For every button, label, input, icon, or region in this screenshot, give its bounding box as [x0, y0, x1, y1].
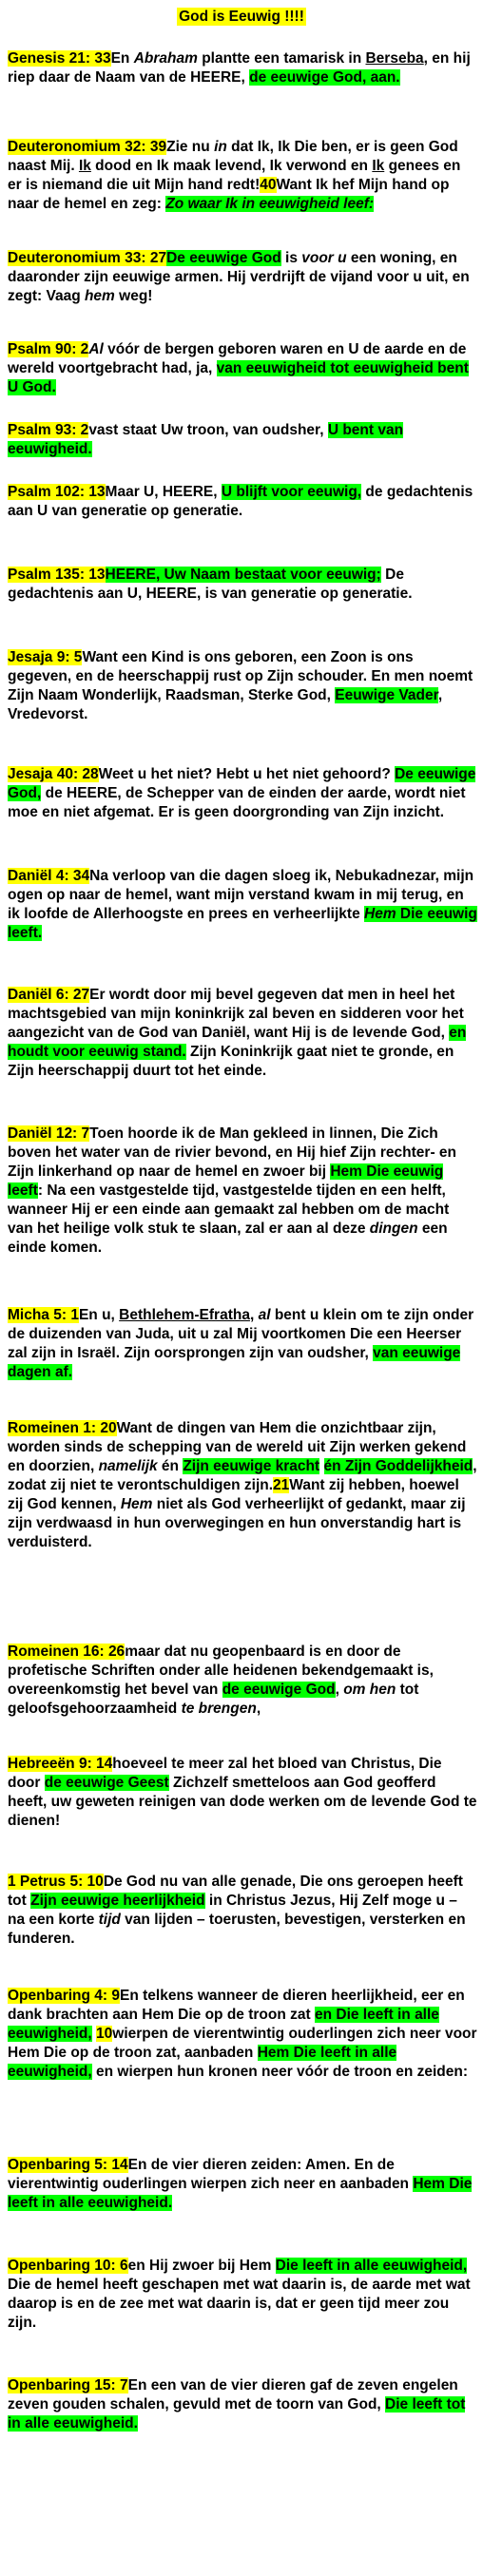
- verse-text: in: [214, 139, 227, 155]
- verse-text: Ik: [78, 158, 91, 174]
- highlighted-phrase: én Zijn Goddelijkheid: [323, 1458, 473, 1474]
- verse-text: bent u klein om te zijn onder de duizenden van Juda, uit u zal Mij voortkomen Die een Heerser zal zijn in Israël. Zijn oorsprongen zijn van oudsher,: [8, 1307, 474, 1361]
- verse-entry: [8, 1643, 477, 1719]
- verse-text: hem: [84, 288, 115, 304]
- verse-text: namelijk: [98, 1458, 158, 1474]
- highlighted-phrase: U blijft voor eeuwig,: [221, 484, 362, 500]
- verse-text: Abraham: [133, 50, 198, 67]
- verse-text: En de vier dieren zeiden: Amen. En de vierentwintig ouderlingen wierpen zich neer en aanbaden: [8, 2157, 414, 2192]
- verse-reference: Daniël 4: 34: [8, 868, 90, 884]
- verse-text: voor u: [301, 250, 347, 266]
- highlighted-phrase: De eeuwige God,: [8, 766, 476, 801]
- verse-reference: Daniël 12: 7: [8, 1125, 90, 1142]
- verse-reference: Deuteronomium 32: 39: [8, 139, 167, 155]
- verse-text: dat Ik, Ik Die ben, er is geen God naast Mij.: [8, 139, 458, 174]
- verse-text: Want zij hebben, hoewel zij God kennen,: [8, 1477, 459, 1512]
- verse-entry: [8, 138, 477, 214]
- verse-text: wierpen de vierentwintig ouderlingen zich neer voor Hem Die op de troon zat, aanbaden: [8, 2026, 477, 2061]
- highlighted-phrase: Die leeft in alle eeuwigheid,: [275, 2258, 468, 2274]
- verse-reference: 40: [260, 177, 277, 193]
- highlighted-phrase: Hem: [364, 906, 396, 922]
- verse-reference: Openbaring 5: 14: [8, 2157, 128, 2173]
- verse-reference: Psalm 90: 2: [8, 341, 89, 357]
- verse-text: en wierpen hun kronen neer vóór de troon en zeiden:: [91, 2064, 469, 2080]
- highlighted-phrase: Hem Die eeuwig leeft: [8, 1163, 444, 1199]
- verse-text: ,: [249, 1307, 259, 1323]
- verse-text: al: [258, 1307, 271, 1323]
- verse-entry: [8, 986, 477, 1081]
- verse-entry: [8, 1306, 477, 1382]
- highlighted-phrase: HEERE, Uw Naam bestaat voor eeuwig;: [105, 567, 381, 583]
- highlighted-phrase: Die leeft tot in alle eeuwigheid.: [8, 2396, 466, 2432]
- verse-text: Er wordt door mij bevel gegeven dat men in heel het machtsgebied van mijn koninkrijk zal beven en sidderen voor het aangezicht van de God van Daniël, want Hij is de levende God,: [8, 987, 464, 1041]
- verse-text: tot geloofsgehoorzaamheid: [8, 1682, 419, 1717]
- verse-reference: Openbaring 4: 9: [8, 1988, 120, 2004]
- verse-text: , en hij riep daar de Naam van de HEERE,: [8, 50, 471, 86]
- highlighted-phrase: Zo waar Ik in eeuwigheid leef:: [165, 196, 375, 212]
- title-row: [0, 8, 483, 27]
- verse-text: En een van de vier dieren gaf de zeven engelen zeven gouden schalen, gevuld met de toorn van God,: [8, 2377, 458, 2413]
- verse-text: een woning, en daaronder zijn eeuwige armen. Hij verdrijft de vijand voor u uit, en zegt: Vaag: [8, 250, 470, 304]
- highlighted-phrase: van eeuwigheid tot eeuwigheid bent U God.: [8, 360, 469, 395]
- verse-text: En telkens wanneer de dieren heerlijkheid, eer en dank brachten aan Hem Die op de troon zat: [8, 1988, 465, 2023]
- verse-text: is: [280, 250, 302, 266]
- verse-text: maar dat nu geopenbaard is en door de profetische Schriften onder alle heidenen bekendgemaakt is, overeenkomstig het bevel van: [8, 1644, 434, 1698]
- verse-reference: Romeinen 16: 26: [8, 1644, 126, 1660]
- verse-reference: Psalm 135: 13: [8, 567, 106, 583]
- verse-reference: Psalm 102: 13: [8, 484, 106, 500]
- highlighted-phrase: De eeuwige God: [166, 250, 281, 266]
- verse-reference: Hebreeën 9: 14: [8, 1756, 113, 1772]
- verse-text: van lijden – toerusten, bevestigen, versterken en funderen.: [8, 1912, 466, 1947]
- highlighted-phrase: de eeuwige God: [222, 1682, 336, 1698]
- verse-text: én: [157, 1458, 184, 1474]
- verse-reference: Genesis 21: 33: [8, 50, 111, 67]
- highlighted-phrase: Zijn eeuwige kracht: [183, 1458, 320, 1474]
- highlighted-phrase: Eeuwige Vader: [335, 687, 438, 703]
- verse-text: tijd: [98, 1912, 121, 1928]
- verse-text: Ik: [372, 158, 385, 174]
- verse-text: En: [110, 50, 134, 67]
- verse-text: Hem: [120, 1496, 153, 1512]
- verse-text: de gedachtenis aan U van generatie op generatie.: [8, 484, 473, 519]
- verse-text: weg!: [114, 288, 153, 304]
- verse-text: Bethlehem-Efratha: [119, 1307, 250, 1323]
- verse-reference: Deuteronomium 33: 27: [8, 250, 167, 266]
- verse-entry: [8, 49, 477, 87]
- verse-text: Want een Kind is ons geboren, een Zoon is ons gegeven, en de heerschappij rust op Zijn schouder. En men noemt Zijn Naam Wonderlijk, Raadsman, Sterke God,: [8, 649, 473, 703]
- verse-text: vóór de bergen geboren waren en U de aarde en de wereld voortgebracht had, ja,: [8, 341, 467, 376]
- verse-text: ,: [335, 1682, 344, 1698]
- page-title: God is Eeuwig !!!!: [179, 9, 304, 25]
- verse-reference: Openbaring 10: 6: [8, 2258, 128, 2274]
- verse-text: [319, 1458, 323, 1474]
- verse-reference: Openbaring 15: 7: [8, 2377, 128, 2393]
- verse-text: hoeveel te meer zal het bloed van Christus, Die door: [8, 1756, 442, 1791]
- verse-entry: [8, 1419, 477, 1552]
- verse-entry: [8, 1755, 477, 1831]
- verse-text: Zie nu: [166, 139, 215, 155]
- verse-text: Na verloop van die dagen sloeg ik, Nebukadnezar, mijn ogen op naar de hemel, want mijn verstand kwam in mij terug, en ik loofde de Allerhoogste en prees en verheerlijkte: [8, 868, 474, 922]
- verse-reference: Jesaja 9: 5: [8, 649, 83, 665]
- highlighted-phrase: U bent van eeuwigheid.: [8, 422, 404, 457]
- verse-text: Maar U, HEERE,: [105, 484, 222, 500]
- verse-reference: 10: [96, 2026, 113, 2042]
- verse-text: : Na een vastgestelde tijd, vastgestelde tijden en een helft, wanneer Hij er een einde aan gemaakt zal hebben om de macht van het heilige volk stuk te slaan, zal er aan al deze: [8, 1182, 450, 1237]
- highlighted-phrase: de eeuwige God, aan.: [249, 69, 400, 86]
- verse-entry: [8, 566, 477, 604]
- verse-text: Al: [88, 341, 104, 357]
- verse-entry: [8, 1987, 477, 2082]
- verse-text: , Vredevorst.: [8, 687, 443, 722]
- verse-reference: Daniël 6: 27: [8, 987, 90, 1003]
- verse-text: Die de hemel heeft geschapen met wat daarin is, de aarde met wat daarop is en de zee met wat daarin is, dat er geen tijd meer zou zijn.: [8, 2277, 471, 2331]
- highlighted-phrase: van eeuwige dagen af.: [8, 1345, 461, 1380]
- verse-reference: Micha 5: 1: [8, 1307, 79, 1323]
- verse-entry: [8, 1873, 477, 1949]
- verse-text: Berseba: [365, 50, 424, 67]
- highlighted-phrase: en Die leeft in alle eeuwigheid,: [8, 2007, 439, 2042]
- verse-entry: [8, 867, 477, 943]
- verse-text: De gedachtenis aan U, HEERE, is van generatie op generatie.: [8, 567, 413, 602]
- highlighted-phrase: Die eeuwig leeft.: [8, 906, 477, 941]
- verse-text: niet als God verheerlijkt of gedankt, maar zij zijn verdwaasd in hun overwegingen en hun onverstandig hart is verduisterd.: [8, 1496, 466, 1550]
- verse-text: De God nu van alle genade, Die ons geroepen heeft tot: [8, 1874, 463, 1909]
- verse-entry: [8, 483, 477, 521]
- verse-text: Zijn Koninkrijk gaat niet te gronde, en Zijn heerschappij duurt tot het einde.: [8, 1044, 454, 1079]
- verse-entry: [8, 1125, 477, 1258]
- verse-text: in Christus Jezus, Hij Zelf moge u – na een korte: [8, 1893, 457, 1928]
- highlighted-phrase: Hem Die leeft in alle eeuwigheid,: [8, 2045, 397, 2080]
- verse-reference: 21: [273, 1477, 290, 1493]
- verse-text: Want de dingen van Hem die onzichtbaar zijn, worden sinds de schepping van de wereld uit Zijn werken gekend en doorzien,: [8, 1420, 467, 1474]
- verse-entry: [8, 340, 477, 397]
- highlighted-phrase: Hem Die leeft in alle eeuwigheid.: [8, 2176, 473, 2211]
- verse-text: te brengen: [181, 1701, 257, 1717]
- verse-text: ,: [256, 1701, 261, 1717]
- verse-reference: Jesaja 40: 28: [8, 766, 99, 782]
- verse-text: om hen: [343, 1682, 396, 1698]
- verse-text: dingen: [369, 1221, 418, 1237]
- verse-text: , zodat zij niet te verontschuldigen zijn.: [8, 1458, 477, 1493]
- verse-entry: [8, 648, 477, 724]
- verse-entry: [8, 2376, 477, 2433]
- verse-text: dood en Ik maak levend, Ik verwond en: [90, 158, 373, 174]
- highlighted-phrase: en houdt voor eeuwig stand.: [8, 1025, 467, 1060]
- verse-text: genees en er is niemand die uit Mijn hand redt!: [8, 158, 461, 193]
- verse-entry: [8, 249, 477, 306]
- highlighted-phrase: Zijn eeuwige heerlijkheid: [30, 1893, 205, 1909]
- verse-text: vast staat Uw troon, van oudsher,: [88, 422, 328, 438]
- highlighted-phrase: de eeuwige Geest: [44, 1775, 169, 1791]
- verse-text: de HEERE, de Schepper van de einden der aarde, wordt niet moe en niet afgemat. Er is geen doorgronding van Zijn inzicht.: [8, 785, 466, 820]
- verse-reference: Romeinen 1: 20: [8, 1420, 117, 1436]
- verse-text: een einde komen.: [8, 1221, 448, 1256]
- verse-text: en Hij zwoer bij Hem: [127, 2258, 276, 2274]
- verse-text: Weet u het niet? Hebt u het niet gehoord?: [98, 766, 396, 782]
- verse-text: Toen hoorde ik de Man gekleed in linnen, Die Zich boven het water van de rivier bevond, en Hij hief Zijn rechter- en Zijn linkerhand op naar de hemel en zwoer bij: [8, 1125, 457, 1180]
- verse-entry: [8, 765, 477, 822]
- verse-text: plantte een tamarisk in: [197, 50, 366, 67]
- verse-text: En u,: [78, 1307, 120, 1323]
- verse-entry: [8, 2257, 477, 2333]
- verse-entry: [8, 2156, 477, 2213]
- verse-text: Zichzelf smetteloos aan God geofferd heeft, uw geweten reinigen van dode werken om de levende God te dienen!: [8, 1775, 477, 1829]
- verse-text: Want Ik hef Mijn hand op naar de hemel en zeg:: [8, 177, 450, 212]
- verse-reference: Psalm 93: 2: [8, 422, 89, 438]
- verse-entry: [8, 421, 477, 459]
- verse-reference: 1 Petrus 5: 10: [8, 1874, 104, 1890]
